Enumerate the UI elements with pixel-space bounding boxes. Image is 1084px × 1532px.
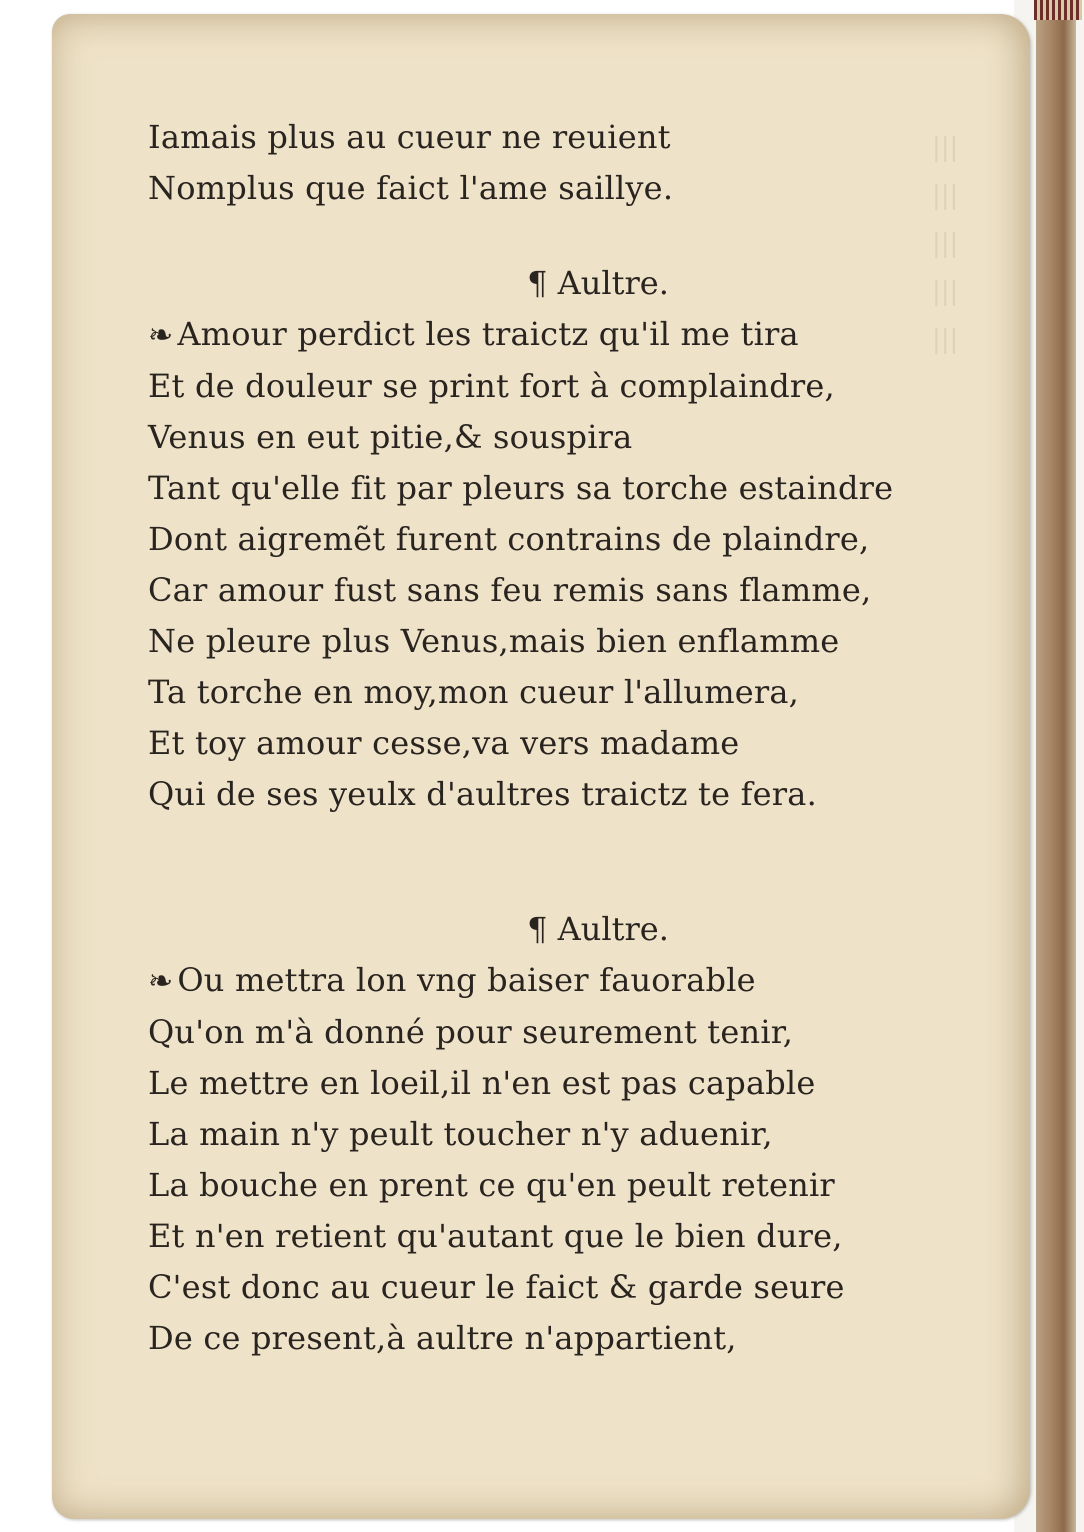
poem2-line-4: Tant qu'elle fit par pleurs sa torche estaindre — [148, 469, 894, 507]
poem2-line-7: Ne pleure plus Venus,mais bien enflamme — [148, 622, 840, 660]
poem2-heading: ¶ Aultre. — [527, 264, 669, 302]
poem3-line-2: Qu'on m'à donné pour seurement tenir, — [148, 1013, 794, 1051]
binding-edge — [1036, 0, 1076, 1532]
poem1-line-2: Nomplus que faict l'ame saillye. — [148, 169, 674, 207]
binding-headband — [1034, 0, 1082, 20]
poem2-line-3: Venus en eut pitie,& souspira — [148, 418, 633, 456]
poem2-line-1 — [148, 309, 988, 361]
poem3-line-7: C'est donc au cueur le faict & garde seure — [148, 1268, 845, 1306]
poem3-heading: ¶ Aultre. — [527, 910, 669, 948]
fleuron-icon: ❧ — [148, 964, 174, 999]
poem3-line-4: La main n'y peult toucher n'y aduenir, — [148, 1115, 773, 1153]
poem3-line-1 — [148, 955, 988, 1007]
poem1-line-1: Iamais plus au cueur ne reuient — [148, 118, 671, 156]
page-text — [148, 112, 988, 1364]
poem2-line-10: Qui de ses yeulx d'aultres traictz te fera. — [148, 775, 817, 813]
fleuron-icon: ❧ — [148, 318, 174, 353]
poem2-line-8: Ta torche en moy,mon cueur l'allumera, — [148, 673, 800, 711]
poem3-line-5: La bouche en prent ce qu'en peult retenir — [148, 1166, 835, 1204]
poem2-line-5: Dont aigremẽt furent contrains de plaindre, — [148, 520, 870, 558]
poem2-line-6: Car amour fust sans feu remis sans flamme, — [148, 571, 872, 609]
poem2-line-1-text: Amour perdict les traictz qu'il me tira — [177, 315, 799, 353]
show-through-text: ||| ||| ||| ||| ||| — [932, 133, 959, 355]
poem2-line-2: Et de douleur se print fort à complaindre, — [148, 367, 835, 405]
poem3-line-6: Et n'en retient qu'autant que le bien dure, — [148, 1217, 843, 1255]
poem3-line-8: De ce present,à aultre n'appartient, — [148, 1319, 737, 1357]
poem3-line-3: Le mettre en loeil,il n'en est pas capable — [148, 1064, 816, 1102]
poem3-line-1-text: Ou mettra lon vng baiser fauorable — [177, 961, 756, 999]
poem2-line-9: Et toy amour cesse,va vers madame — [148, 724, 740, 762]
